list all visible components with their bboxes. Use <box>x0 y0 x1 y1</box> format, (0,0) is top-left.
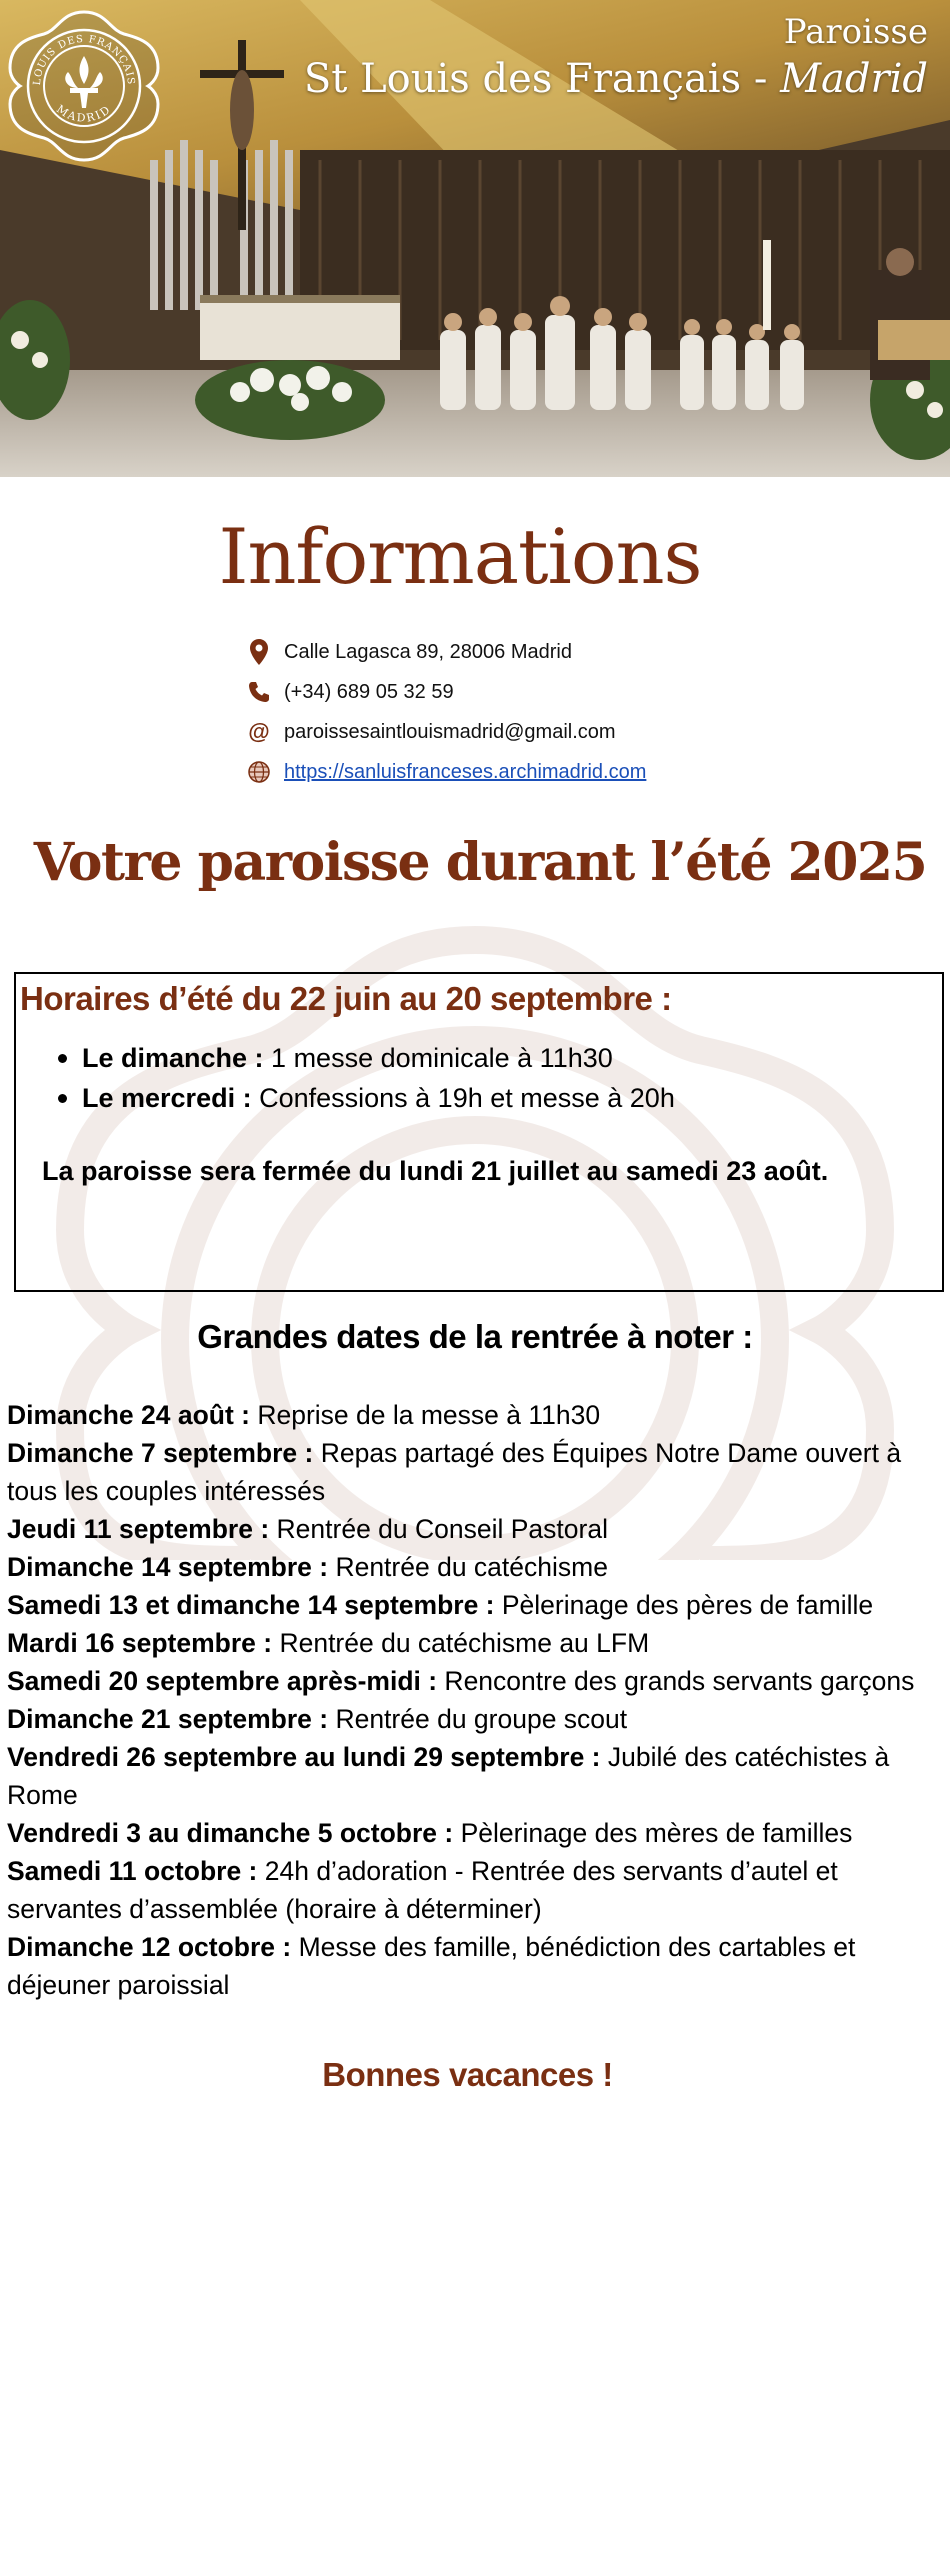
dates-list <box>7 1396 947 2004</box>
closing-message: Bonnes vacances ! <box>322 2056 613 2093</box>
list-item: Vendredi 3 au dimanche 5 octobre : Pèlerinage des mères de familles <box>7 1818 853 1848</box>
svg-text:LOUIS DES FRANÇAIS: LOUIS DES FRANÇAIS <box>31 33 137 86</box>
parish-label: Paroisse <box>783 12 928 52</box>
list-item: Samedi 20 septembre après-midi : Rencontre des grands servants garçons <box>7 1666 915 1696</box>
list-item: Jeudi 11 septembre : Rentrée du Conseil Pastoral <box>7 1514 608 1544</box>
summer-hours-box <box>14 972 944 1292</box>
parish-name: St Louis des Français - Madrid <box>303 56 928 102</box>
address-text: Calle Lagasca 89, 28006 Madrid <box>284 640 572 663</box>
contact-address <box>242 632 802 672</box>
list-item: Dimanche 12 octobre : Messe des famille, bénédiction des cartables et déjeuner paroissial <box>7 1932 856 2000</box>
contact-website <box>242 752 802 792</box>
at-icon: @ <box>248 719 270 744</box>
list-item: Dimanche 21 septembre : Rentrée du groupe scout <box>7 1704 628 1734</box>
list-item: Samedi 13 et dimanche 14 septembre : Pèlerinage des pères de famille <box>7 1590 874 1620</box>
dates-heading: Grandes dates de la rentrée à noter : <box>197 1318 753 1355</box>
globe-icon <box>234 761 284 783</box>
list-item: Mardi 16 septembre : Rentrée du catéchisme au LFM <box>7 1628 650 1658</box>
svg-text:MADRID: MADRID <box>54 102 114 125</box>
summer-heading: Votre paroisse durant l’été 2025 <box>33 832 927 893</box>
informations-heading: Informations <box>218 512 702 601</box>
summer-hours-list <box>82 1038 675 1118</box>
list-item: Dimanche 24 août : Reprise de la messe à 11h30 <box>7 1400 601 1430</box>
website-link[interactable]: https://sanluisfranceses.archimadrid.com <box>284 760 647 783</box>
header-photo <box>0 0 950 477</box>
list-item: Le dimanche : 1 messe dominicale à 11h30 <box>82 1038 675 1078</box>
list-item: Le mercredi : Confessions à 19h et messe à 20h <box>82 1078 675 1118</box>
summer-hours-title: Horaires d’été du 22 juin au 20 septembre : <box>20 980 672 1017</box>
phone-icon <box>234 681 284 703</box>
list-item: Vendredi 26 septembre au lundi 29 septembre : Jubilé des catéchistes à Rome <box>7 1742 890 1810</box>
list-item: Dimanche 7 septembre : Repas partagé des Équipes Notre Dame ouvert à tous les couples intéressés <box>7 1438 902 1506</box>
contact-email <box>242 712 802 752</box>
parish-logo <box>6 8 162 164</box>
list-item: Samedi 11 octobre : 24h d’adoration - Rentrée des servants d’autel et servantes d’assemblée (horaire à déterminer) <box>7 1856 838 1924</box>
parish-city: Madrid <box>780 56 928 102</box>
contact-list <box>242 632 802 792</box>
email-text[interactable]: paroissesaintlouismadrid@gmail.com <box>284 720 616 743</box>
map-pin-icon <box>234 639 284 665</box>
contact-phone <box>242 672 802 712</box>
phone-text[interactable]: (+34) 689 05 32 59 <box>284 680 454 703</box>
closure-notice: La paroisse sera fermée du lundi 21 juillet au samedi 23 août. <box>42 1156 829 1186</box>
list-item: Dimanche 14 septembre : Rentrée du catéchisme <box>7 1552 608 1582</box>
parish-title <box>304 10 928 104</box>
